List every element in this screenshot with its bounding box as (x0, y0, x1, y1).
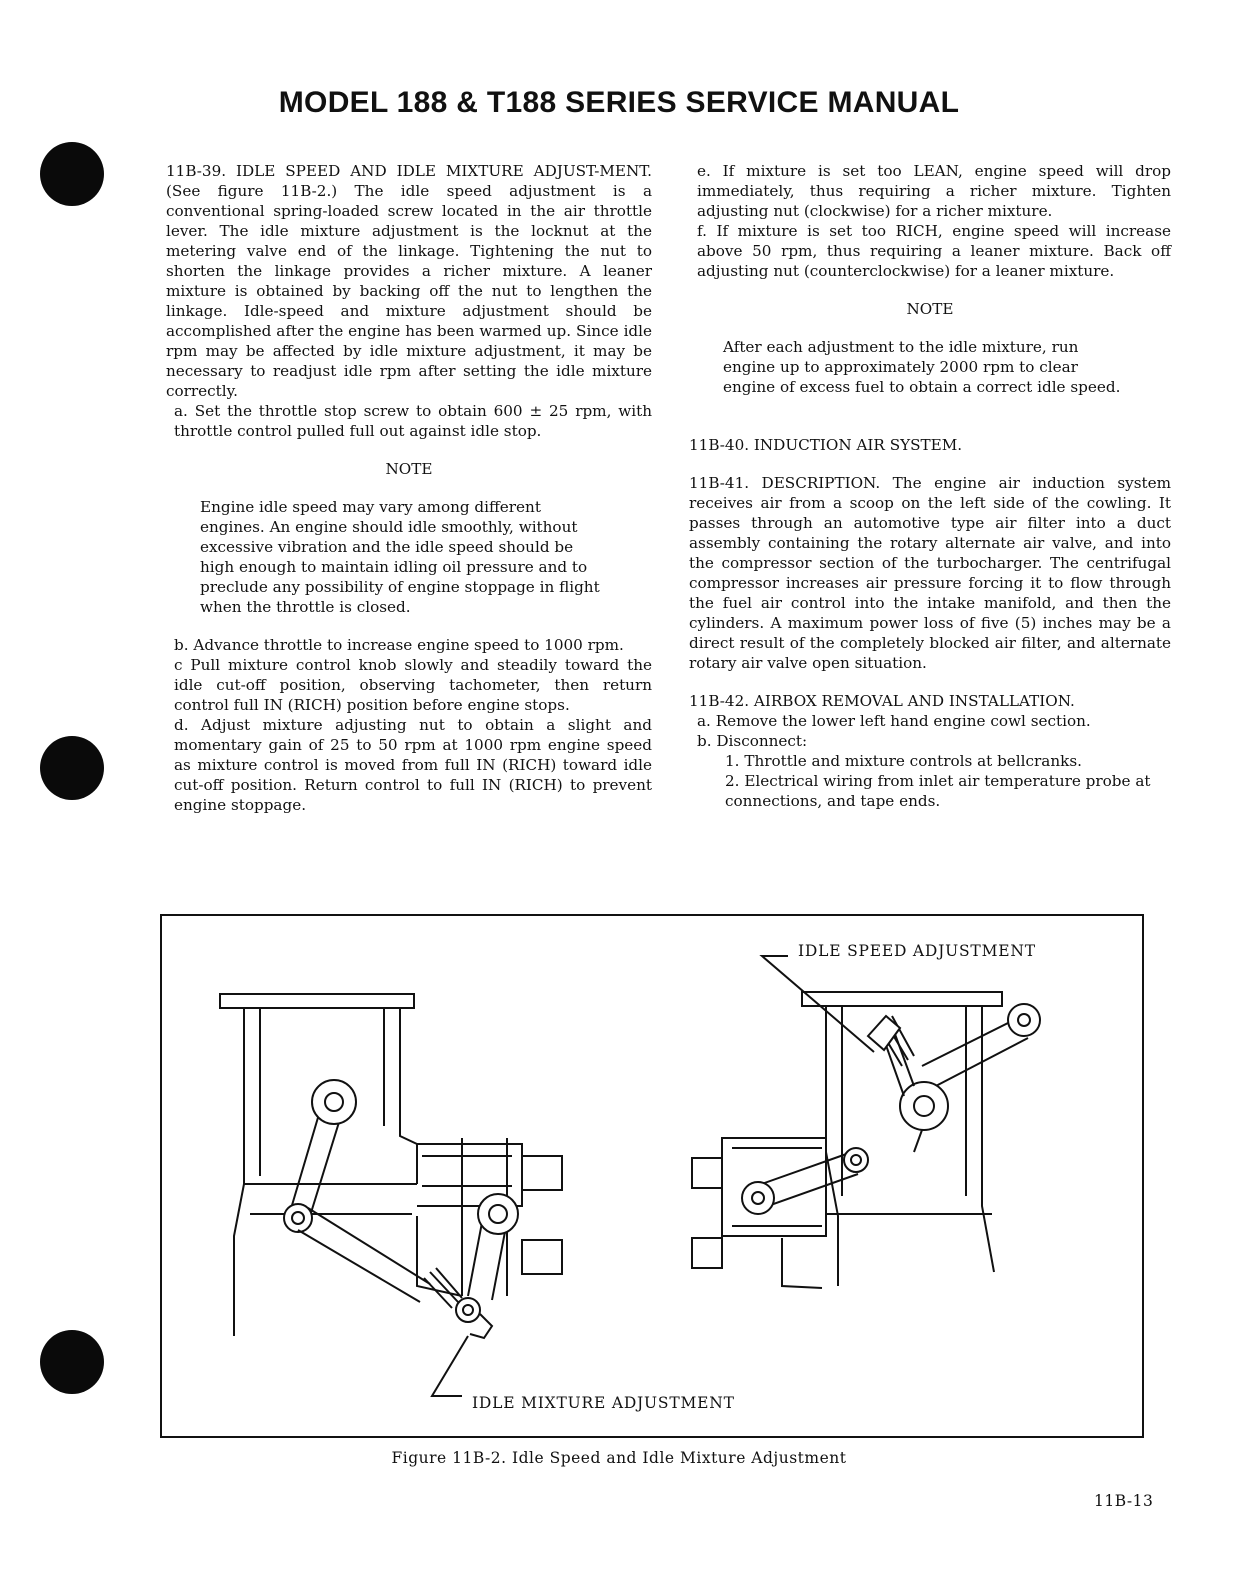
step-42-b: b. Disconnect: (697, 732, 808, 750)
step-42-b1: 1. Throttle and mixture controls at bellcranks. (725, 752, 1082, 770)
figure-box (160, 914, 1144, 1438)
figure-illustration (162, 916, 1142, 1436)
note-text: Engine idle speed may vary among different engines. An engine should idle smoothly, without excessive vibration and the idle speed should be high enough to maintain idling oil pressure and to preclude any possibility of engine stoppage in flight when the throttle is closed. (200, 498, 600, 616)
idle-mixture-leader-line (432, 1336, 468, 1396)
step-42-b2: 2. Electrical wiring from inlet air temperature probe at connections, and tape ends. (725, 772, 1151, 810)
page-number: 11B-13 (1094, 1492, 1154, 1510)
step-e: e. If mixture is set too LEAN, engine speed will drop immediately, thus requiring a richer mixture. Tighten adjusting nut (clockwise) for a richer mixture. (697, 162, 1171, 220)
step-a: a. Set the throttle stop screw to obtain 600 ± 25 rpm, with throttle control pulled full out against idle stop. (174, 402, 652, 440)
step-c: c Pull mixture control knob slowly and steadily toward the idle cut-off position, observing tachometer, then return control full IN (RICH) position before engine stops. (174, 656, 652, 714)
page-title: MODEL 188 & T188 SERIES SERVICE MANUAL (278, 86, 960, 119)
binder-hole-bottom (40, 1330, 104, 1394)
callout-idle-mixture: IDLE MIXTURE ADJUSTMENT (472, 1394, 735, 1412)
section-11b-41-text: 11B-41. DESCRIPTION. The engine air induction system receives air from a scoop on the left side of the cowling. It passes through an automotive type air filter into a duct assembly containing the rotary alternate air valve, and into the compressor section of the turbocharger. The centrifugal compressor increases air pressure forcing it to flow through the fuel air control into the intake manifold, and then the cylinders. A maximum power loss of five (5) inches may be a direct result of the completely blocked air filter, and alternate rotary air valve open situation. (689, 474, 1171, 672)
figure-caption: Figure 11B-2. Idle Speed and Idle Mixture Adjustment (391, 1449, 847, 1467)
note-text: After each adjustment to the idle mixture, run engine up to approximately 2000 rpm to clear engine of excess fuel to obtain a correct idle speed. (723, 338, 1121, 396)
left-column (166, 161, 652, 815)
step-d: d. Adjust mixture adjusting nut to obtain a slight and momentary gain of 25 to 50 rpm at 1000 rpm engine speed as mixture control is moved from full IN (RICH) toward idle cut-off position. Return control to full IN (RICH) to prevent engine stoppage. (174, 716, 652, 814)
step-42-a: a. Remove the lower left hand engine cowl section. (697, 712, 1091, 730)
binder-hole-middle (40, 736, 104, 800)
note-heading: NOTE (906, 300, 954, 318)
callout-idle-speed: IDLE SPEED ADJUSTMENT (798, 942, 1036, 960)
section-11b-39-text: 11B-39. IDLE SPEED AND IDLE MIXTURE ADJUST-MENT. (See figure 11B-2.) The idle speed adjustment is a conventional spring-loaded screw located in the air throttle lever. The idle mixture adjustment is the locknut at the metering valve end of the linkage. Tightening the nut to shorten the linkage provides a richer mixture. A leaner mixture is obtained by backing off the nut to lengthen the linkage. Idle-speed and mixture adjustment should be accomplished after the engine has been warmed up. Since idle rpm may be affected by idle mixture adjustment, it may be necessary to readjust idle rpm after setting the idle mixture correctly. (166, 162, 652, 400)
section-11b-42-heading: 11B-42. AIRBOX REMOVAL AND INSTALLATION. (689, 692, 1075, 710)
right-column (689, 161, 1171, 811)
binder-hole-top (40, 142, 104, 206)
note-heading: NOTE (385, 460, 433, 478)
step-f: f. If mixture is set too RICH, engine speed will increase above 50 rpm, thus requiring a leaner mixture. Back off adjusting nut (counterclockwise) for a leaner mixture. (697, 222, 1171, 280)
right-throttle-body (692, 992, 1002, 1288)
step-b: b. Advance throttle to increase engine speed to 1000 rpm. (174, 636, 624, 654)
section-11b-40-heading: 11B-40. INDUCTION AIR SYSTEM. (689, 436, 963, 454)
